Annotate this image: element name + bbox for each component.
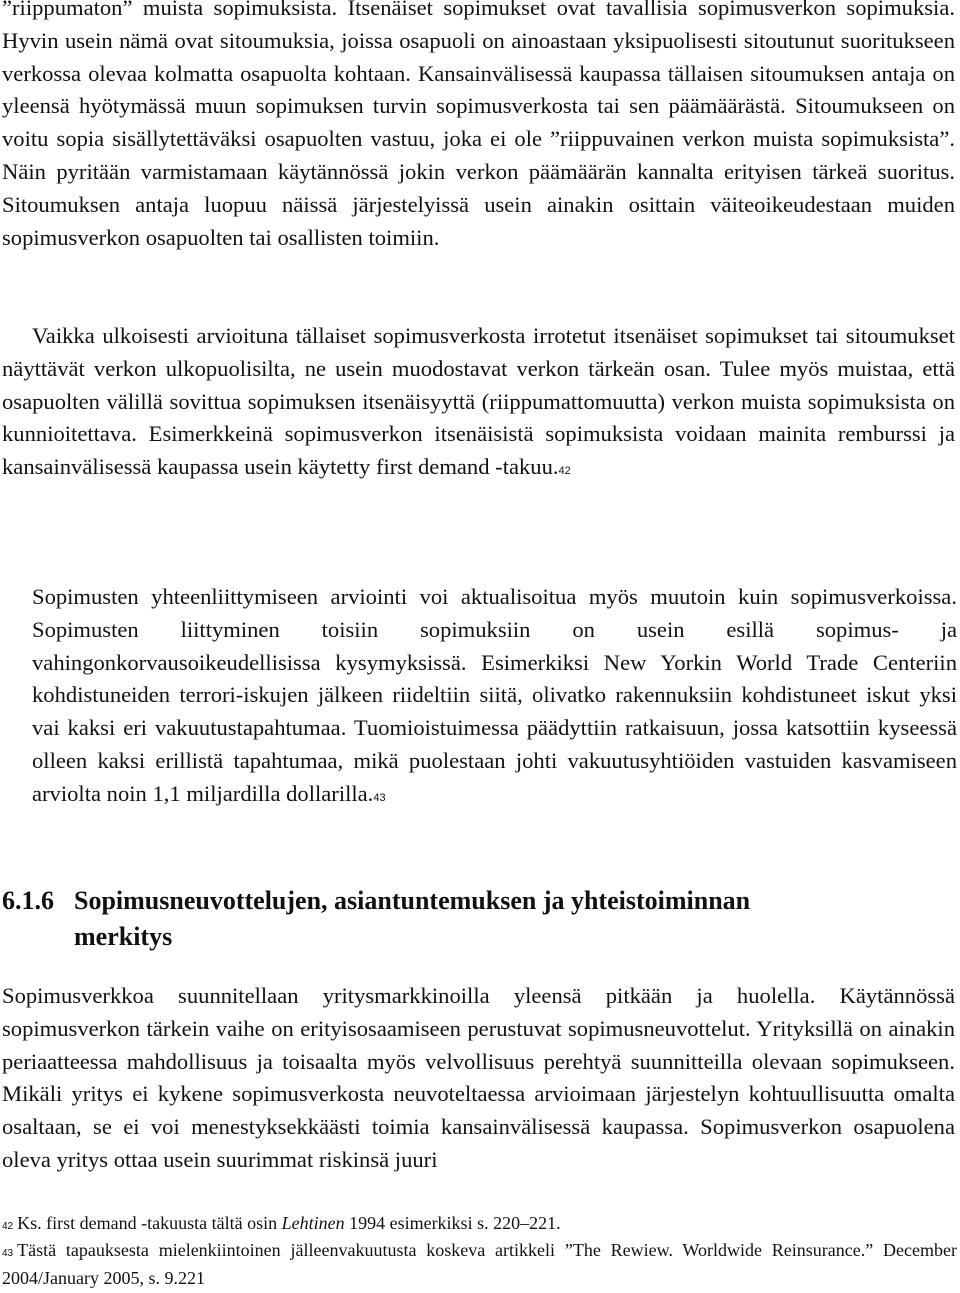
section-title-line-2: merkitys xyxy=(74,922,173,951)
paragraph-2-text: Vaikka ulkoisesti arvioituna tällaiset sopimusverkosta irrotetut itsenäiset sopimukset tai sitoumukset näyttävät verkon ulkopuolisilta, ne usein muodostavat verkon tärkeän osan. Tulee myös muistaa, että osapuolten välillä sovittua sopimuksen itsenäisyyttä (riippumattomuutta) verkon muista sopimuksista on kunnioitettava. Esimerkkeinä sopimusverkon itsenäisistä sopimuksista voidaan mainita remburssi ja kansainvälisessä kaupassa usein käytetty first demand -takuu. xyxy=(2,323,955,480)
footnote-43-text: Tästä tapauksesta mielenkiintoinen jälleenvakuutusta koskeva artikkeli ”The Rewiew. Worldwide Reinsurance.” December 2004/January 2005, s. 9. xyxy=(2,1240,957,1288)
footnote-43 xyxy=(2,1238,957,1290)
body-paragraph-2 xyxy=(2,320,955,488)
paragraph-4-text: Sopimusverkkoa suunnitellaan yritysmarkkinoilla yleensä pitkään ja huolella. Käytännössä sopimusverkon tärkein vaihe on erityisosaamiseen perustuvat sopimusneuvottelut. Yrityksillä on ainakin periaatteessa mahdollisuus ja toisaalta myös velvollisuus perehtyä suunnitteilla olevaan sopimukseen. Mikäli yritys ei kykene sopimusverkosta neuvoteltaessa arvioimaan järjestelyn kohtuullisuutta omalta osaltaan, se ei voi menestyksekkäästi toimia kansainvälisessä kaupassa. Sopimusverkon osapuolena oleva yritys ottaa usein suurimmat riskinsä juuri xyxy=(2,983,955,1172)
paragraph-3-text: Sopimusten yhteenliittymiseen arviointi voi aktualisoitua myös muutoin kuin sopimusverkoissa. Sopimusten liittyminen toisiin sopimuksiin on usein esillä sopimus- ja vahingonkorvausoikeudellisissa kysymyksissä. Esimerkiksi New Yorkin World Trade Centeriin kohdistuneiden terrori-iskujen jälkeen riideltiin siitä, olivatko rakennuksiin kohdistuneet iskut yksi vai kaksi eri vakuutustapahtumaa. Tuomioistuimessa päädyttiin ratkaisuun, jossa katsottiin kyseessä olleen kaksi erillistä tapahtumaa, mikä puolestaan johti vakuutusyhtiöiden vastuiden kasvamiseen arviolta noin 1,1 miljardilla dollarilla. xyxy=(32,584,957,806)
body-paragraph-3 xyxy=(32,581,957,815)
footnote-reference-43[interactable]: 43 xyxy=(373,791,386,804)
body-paragraph-1 xyxy=(2,0,955,254)
footnote-42 xyxy=(2,1211,957,1239)
footnote-42-text-start: Ks. first demand -takuusta tältä osin xyxy=(17,1213,282,1233)
section-heading xyxy=(2,883,902,955)
body-paragraph-4 xyxy=(2,980,955,1177)
footnote-42-mark: 42 xyxy=(2,1221,14,1232)
footnote-42-text-end: 1994 esimerkiksi s. 220–221. xyxy=(344,1213,561,1233)
paragraph-1-text: ”riippumaton” muista sopimuksista. Itsenäiset sopimukset ovat tavallisia sopimusverkon sopimuksia. Hyvin usein nämä ovat sitoumuksia, joissa osapuoli on ainoastaan yksipuolisesti sitoutunut suoritukseen verkossa olevaa kolmatta osapuolta kohtaan. Kansainvälisessä kaupassa tällaisen sitoumuksen antaja on yleensä hyötymässä muun sopimuksen turvin sopimusverkosta tai sen päämäärästä. Sitoumukseen on voitu sopia sisällytettäväksi osapuolten vastuu, joka ei ole ”riippuvainen verkon muista sopimuksista”. Näin pyritään varmistamaan käytännössä jokin verkon päämäärän kannalta erityisen tärkeä suoritus. Sitoumuksen antaja luopuu näissä järjestelyissä usein ainakin osittain väiteoikeudestaan muiden sopimusverkon osapuolten tai osallisten toimiin. xyxy=(2,0,955,250)
section-title-line-1: Sopimusneuvottelujen, asiantuntemuksen ja yhteistoiminnan xyxy=(74,886,751,915)
footnote-reference-42[interactable]: 42 xyxy=(558,465,571,478)
page-number: 221 xyxy=(177,1268,205,1288)
section-number: 6.1.6 xyxy=(2,886,54,915)
footnote-43-mark: 43 xyxy=(2,1248,14,1259)
footnote-42-author: Lehtinen xyxy=(281,1213,345,1233)
